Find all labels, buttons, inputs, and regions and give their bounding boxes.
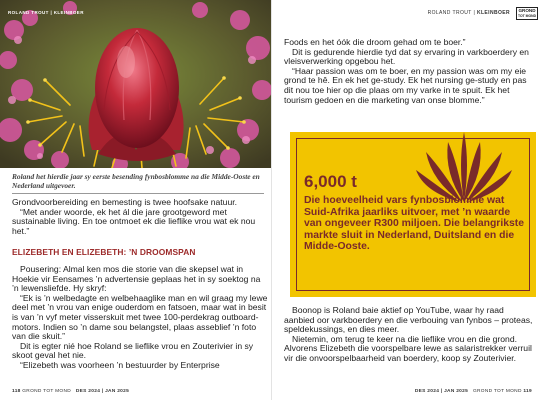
section-heading: ELIZEBETH EN ELIZEBETH: ’N DROOMSPAN [12, 247, 196, 257]
running-head: ROLAND TROUT | KLEINBOER [427, 10, 510, 16]
paragraph: “Haar passion was om te boer, en my passion was om my eie grond te hê. En ek het ge-study. Ek het nursing ge-study en pas dit nou toe hier op die plaas om my varke in te spuit. Ek het tourism gedoen en die marketing van onse blomme.” [284, 65, 527, 105]
photo-running-head: ROLAND TROUT | KLEINBOER [8, 10, 84, 15]
magazine-name: GROND TOT MOND [473, 389, 522, 394]
right-top-text [284, 38, 536, 105]
paragraph: Grondvoorbereiding en bemesting is twee hoofsake natuur. [12, 197, 238, 207]
right-folio [415, 389, 532, 394]
logo-line-1: GROND [518, 8, 536, 13]
photo-caption: Roland het hierdie jaar sy eerste besending fynbosblomme na die Midde-Ooste en Nederland uitgevoer. [12, 172, 260, 190]
left-folio [12, 389, 129, 394]
right-page [272, 0, 544, 400]
paragraph: Dit is gedurende hierdie tyd dat sy ervaring in varkboerdery en vleisverwerking opgebou het. [284, 46, 529, 67]
running-head-name: ROLAND TROUT [427, 10, 472, 16]
issue-date: DES 2024 | JAN 2025 [414, 389, 469, 394]
protea-photo [0, 0, 272, 168]
paragraph: “Ek is ’n welbedagte en welbehaaglike man en wil graag my lewe deel met ’n vrou van enige ouderdom en fatsoen, maar wat in besit is van ’n vyf meter visserskuit met twee 100-perdekrag outboard-motors. Indien so ’n dame sou belangstel, plaas asseblief ’n foto van die skuit.” [12, 292, 268, 342]
magazine-logo [516, 7, 538, 20]
intro-text [12, 198, 268, 236]
magazine-name: GROND TOT MOND [22, 389, 71, 394]
page-number: 118 [12, 389, 21, 394]
story-text [12, 265, 268, 371]
paragraph: Dit is egter nié hoe Roland se lieflike vrou en Zouterivier in sy skoot geval het nie. [12, 340, 254, 361]
paragraph: Pousering: Almal ken mos die storie van die skepsel wat in Hoekie vir Eensames ’n advertensie geplaas het in sy soektog na ’n lewensliefde. Hy skryf: [12, 264, 261, 294]
running-head-section: KLEINBOER [476, 10, 510, 16]
paragraph: “Elizebeth was voorheen ’n bestuurder by Enterprise [20, 359, 220, 370]
page-number: 119 [523, 389, 532, 394]
protea-illustration [0, 0, 272, 168]
issue-date: DES 2024 | JAN 2025 [75, 389, 130, 394]
paragraph: Nietemin, om terug te keer na die lieflike vrou en die grond. Alvorens Elizebeth die voorspelbare lewe as salaristrekker verruil vir die onvoorspelbaarheid van boerdery, koop sy Zouterivier. [284, 333, 532, 363]
right-bottom-text [284, 306, 536, 364]
logo-line-2: TOT MOND [518, 13, 537, 18]
paragraph: “Met ander woorde, ek het ál die jare grootgeword met sustainable living. En toe ontmoet ek die lieflike vrou wat ek nou het.” [12, 206, 256, 236]
paragraph: Foods en het óók die droom gehad om te boer.” [284, 37, 466, 47]
protea-icon [414, 124, 514, 204]
fact-value: 6,000 t [304, 172, 357, 191]
paragraph: Boonop is Roland baie aktief op YouTube, waar hy raad aanbied oor varkboerdery en die verbouing van fynbos – proteas, speldekussings, en dies meer. [284, 305, 533, 335]
caption-divider [12, 193, 264, 194]
fact-description: Die hoeveelheid vars fynbosblomme wat Suid-Afrika jaarliks uitvoer, met ’n waarde van ongeveer R300 miljoen. Die belangrikste markte sluit in Nederland, Duitsland en die Midde-Ooste. [304, 195, 525, 253]
